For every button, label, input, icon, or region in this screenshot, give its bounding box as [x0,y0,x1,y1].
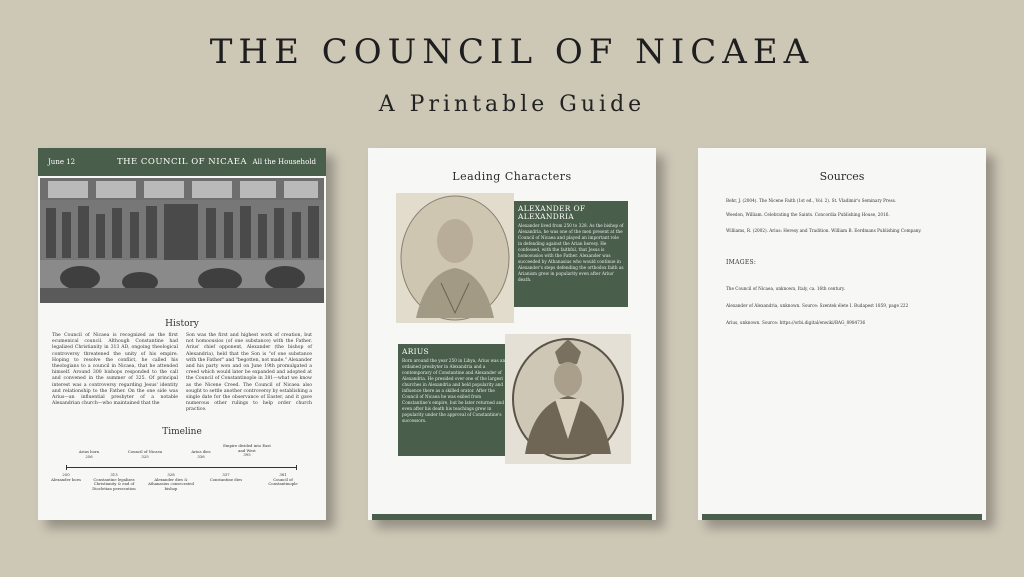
council-engraving-image [40,178,324,303]
alexander-card [514,201,628,307]
timeline-heading: Timeline [162,427,202,437]
header-title: THE COUNCIL OF NICAEA [116,157,248,167]
history-text-col1: The Council of Nicaea is recognized as the first ecumenical council. Although Constantine had legalized Christianity in 313 AD, ongoing theological controversy threatened the unity of his empire. Hoping to resolve the conflict, he called his theologians to a council in Nicaea, that he attended himself. Around 300 bishops responded to the call and convened in the summer of 325. Of principal interest was a controversy regarding Jesus' identity and relationship to the Father. On the one side was Arius—an influential presbyter of a notable Alexandrian church—who maintained that the [52,333,178,407]
timeline-event-top: Arius born 256 [78,449,100,459]
arius-card [398,344,512,456]
page-history [38,148,326,520]
image-credit: Alexander of Alexandria, unknown. Source: Szentek élete I. Budapest 1859, page 222 [726,303,909,308]
arius-portrait-image [505,334,631,464]
page1-header [38,148,326,176]
page-leading-characters [368,148,656,520]
alexander-name: ALEXANDER OF ALEXANDRIA [518,204,586,221]
timeline-event-bottom: 328 Alexander dies & Athanasius consecrated bishop [148,472,194,491]
timeline-axis [66,467,296,468]
timeline-event-bottom: 250 Alexander born [51,472,81,482]
timeline-tick [296,465,297,470]
arius-name: ARIUS [402,347,429,356]
image-credit: The Council of Nicaea, unknown, Italy, ca. 16th century. [726,286,845,291]
header-right: All the Household [252,158,316,166]
timeline-event-top: Empire divided into East and West 395 [223,443,271,458]
source-item: Behr, J. (2004). The Nicene Faith (1st ed., Vol. 2). St. Vladimir's Seminary Press. [726,198,897,203]
sources-title: Sources [819,170,865,183]
main-title: THE COUNCIL OF NICAEA [209,32,815,72]
alexander-text: Alexander lived from 250 to 328. As the bishop of Alexandria, he was one of the men present at the Council of Nicaea and played an important role in defending against the Arian heresy. He confessed, with the faithful, that Jesus is homoousios with the Father. Alexander was succeeded by Athanasius who would continue in Alexander's steps defending the orthodox faith as Arianism grew in popularity even after Arius' death. [518,223,624,282]
leading-characters-title: Leading Characters [452,170,572,183]
history-heading: History [165,319,199,329]
history-text-col2: Son was the first and highest work of creation, but not homoousios (of one substance) with the Father. Arius' chief opponent, Alexander (the bishop of Alexandria), held that the Son is "of one substance with the Father" and "begotten, not made." Alexander and his party won and on June 19th promulgated a creed which would later be expanded and adopted at the Council of Constantinople in 381—what we know as the Nicene Creed. The Council of Nicaea also sought to settle another controversy by establishing a single date for the observance of Easter, and it gave numerous other rulings to help order church practice. [186,333,312,413]
image-credit: Arius, unknown. Source: https://orbi.digital/enwiki/BAG_8984736 [726,320,866,325]
source-item: Weedon, William. Celebrating the Saints. Concordia Publishing House, 2016. [726,212,890,217]
timeline-event-bottom: 381 Council of Constantinople [268,472,298,487]
page3-footer-bar [702,514,982,520]
subtitle: A Printable Guide [378,92,646,117]
timeline-event-bottom: 337 Constantine dies [209,472,243,482]
arius-text: Born around the year 250 in Libya, Arius was an ordained presbyter in Alexandria and a contemporary of Constantine and Alexander of Alexandria. He presided over one of the largest churches in Alexandria and held popularity and influence there as a skilled orator. After the Council of Nicaea he was exiled from Constantine's empire, but he later returned and even after his death his teachings grew in popularity under the approval of Constantine's successors. [402,358,506,423]
timeline-event-bottom: 313 Constantine legalizes Christianity & end of Diocletian persecution [92,472,136,491]
page2-footer-bar [372,514,652,520]
source-item: Williams, R. (2002). Arius: Heresy and Tradition. William B. Eerdmans Publishing Company. [726,228,922,233]
alexander-portrait-image [396,193,514,323]
timeline-event-top: Arius dies 336 [191,449,211,459]
timeline-tick [66,465,67,470]
images-heading: IMAGES: [726,259,757,266]
header-date: June 12 [48,158,76,166]
timeline-event-top: Council of Nicaea 325 [127,449,163,459]
page-sources [698,148,986,520]
